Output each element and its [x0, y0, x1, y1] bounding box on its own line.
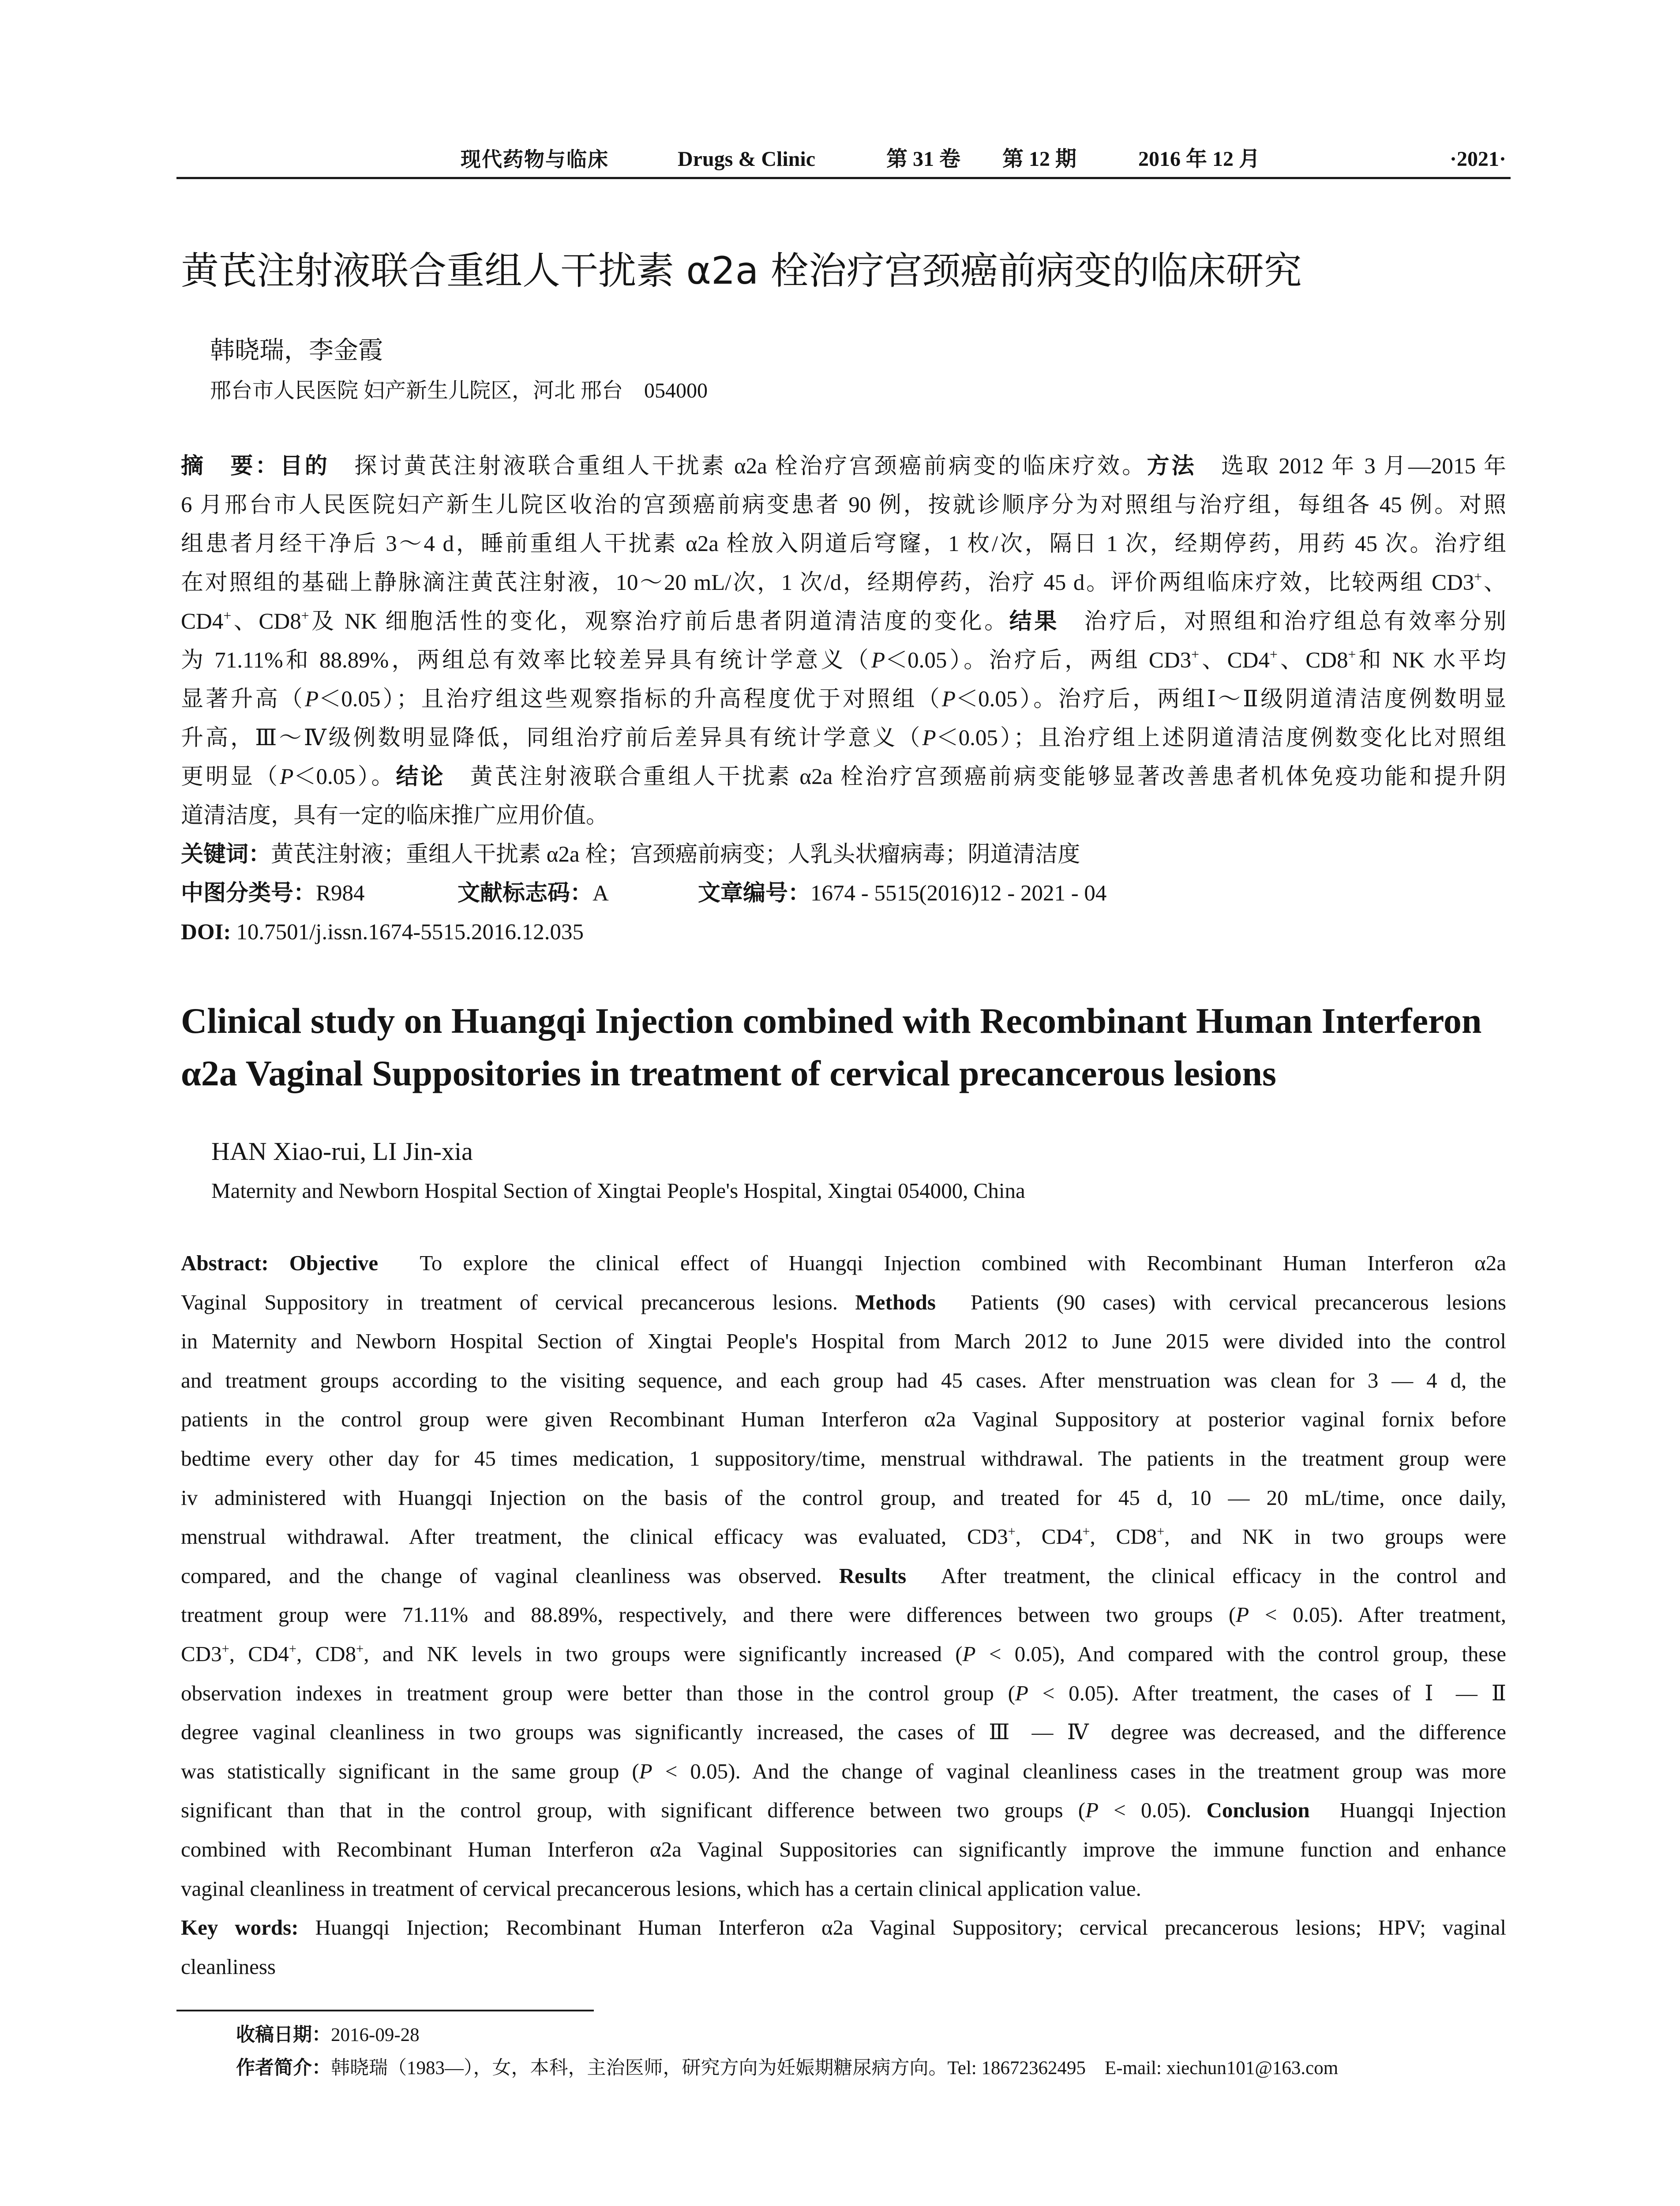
section-label: 目的	[280, 453, 330, 479]
superscript: +	[1157, 1523, 1165, 1539]
abstract-cn-line	[181, 641, 1506, 680]
text-run: 在对照组的基础上静脉滴注黄芪注射液，10～20 mL/次，1 次/d，经期停药，治疗 45 d。评价两组临床疗效，比较两组 CD3	[181, 570, 1474, 595]
footnotes	[236, 2018, 1498, 2085]
text-run: 和 NK 水平均	[1356, 648, 1507, 673]
superscript: +	[1348, 647, 1356, 663]
doi-label: DOI:	[181, 920, 231, 945]
footnote-received	[236, 2018, 1498, 2052]
text-run: and treatment groups according to the visiting sequence, and each group had 45 cases. After menstruation was clean for 3 — 4 d, the	[181, 1368, 1506, 1392]
abstract-en-line	[181, 1752, 1506, 1791]
text-run: 探讨黄芪注射液联合重组人干扰素 α2a 栓治疗宫颈癌前病变的临床疗效。	[330, 454, 1147, 479]
text-run: < 0.05).	[1099, 1798, 1207, 1823]
text-run: 选取 2012 年 3 月—2015 年	[1196, 454, 1506, 479]
section-label: 结论	[396, 764, 446, 790]
keywords-en	[181, 1908, 1506, 1986]
text-run: 治疗后，对照组和治疗组总有效率分别	[1059, 609, 1506, 634]
abstract-en-line	[181, 1830, 1506, 1869]
text-run: 显著升高（	[181, 687, 305, 712]
text-run: ＜0.05）；且治疗组上述阴道清洁度例数变化比对照组	[936, 726, 1506, 750]
italic-symbol: P	[871, 648, 885, 673]
superscript: +	[1474, 569, 1482, 585]
abstract-cn-line	[181, 758, 1506, 796]
received-date: 2016-09-28	[331, 2025, 420, 2045]
text-run: , and NK in two groups were	[1164, 1524, 1506, 1549]
classification-line	[181, 874, 1506, 913]
header-issue: 第 12 期	[1002, 147, 1077, 171]
header-page-number: ·2021·	[1449, 147, 1506, 171]
text-run: 为 71.11%和 88.89%，两组总有效率比较差异具有统计学意义（	[181, 648, 871, 673]
italic-symbol: P	[941, 687, 956, 712]
text-run: After treatment, the clinical efficacy in the control and	[906, 1563, 1506, 1588]
text-run: was statistically significant in the same group (	[181, 1759, 639, 1783]
abstract-en-line	[181, 1869, 1506, 1909]
superscript: +	[1269, 647, 1278, 663]
text-run: 、CD8	[231, 609, 301, 634]
abstract-cn-line	[181, 680, 1506, 719]
section-label: Abstract: Objective	[181, 1251, 379, 1275]
superscript: +	[1008, 1523, 1016, 1539]
abstract-en-line	[181, 1595, 1506, 1635]
text-run: observation indexes in treatment group were better than those in the control group (	[181, 1681, 1015, 1705]
superscript: +	[289, 1641, 296, 1656]
text-run: 、	[1482, 570, 1506, 595]
superscript: +	[1191, 647, 1200, 663]
article-number-label: 文章编号：	[698, 880, 811, 906]
abstract-en-line	[181, 1361, 1506, 1400]
text-run: in Maternity and Newborn Hospital Section of Xingtai People's Hospital from March 2012 to June 2015 were divided into the control	[181, 1329, 1506, 1354]
text-run: 黄芪注射液联合重组人干扰素 α2a 栓治疗宫颈癌前病变能够显著改善患者机体免疫功能和提升阴	[445, 765, 1506, 789]
keywords-en-line	[181, 1947, 1506, 1987]
abstract-en-line	[181, 1283, 1506, 1322]
abstract-en-line	[181, 1791, 1506, 1830]
italic-symbol: P	[1015, 1681, 1028, 1705]
italic-symbol: P	[639, 1759, 652, 1783]
text-run: treatment group were 71.11% and 88.89%, respectively, and there were differences between two groups (	[181, 1602, 1236, 1627]
document-code	[458, 874, 698, 913]
abstract-en-line	[181, 1400, 1506, 1439]
section-label: Conclusion	[1206, 1798, 1310, 1823]
superscript: +	[301, 608, 309, 624]
text-run: , CD4	[1015, 1524, 1083, 1549]
abstract-cn-line	[181, 447, 1506, 486]
header-volume: 第 31 卷	[886, 147, 961, 171]
abstract-en-line	[181, 1322, 1506, 1361]
text-run: < 0.05). And the change of vaginal cleanliness cases in the treatment group was more	[652, 1759, 1507, 1783]
italic-symbol: P	[962, 1641, 976, 1666]
abstract-en-line	[181, 1244, 1506, 1283]
abstract-cn-line	[181, 796, 1506, 835]
text-run: 、CD4	[1199, 648, 1270, 673]
text-run: < 0.05). After treatment, the cases of Ⅰ — Ⅱ	[1028, 1681, 1507, 1705]
author-list-en: HAN Xiao-rui, LI Jin-xia	[211, 1137, 473, 1166]
abstract-en-line	[181, 1674, 1506, 1713]
article-number-value: 1674 - 5515(2016)12 - 2021 - 04	[810, 881, 1107, 906]
abstract-cn-line	[181, 486, 1506, 525]
superscript: +	[221, 1641, 229, 1656]
abstract-cn-line	[181, 719, 1506, 758]
text-run: compared, and the change of vaginal cleanliness was observed.	[181, 1563, 839, 1588]
author-info: 韩晓瑞（1983—），女，本科，主治医师，研究方向为妊娠期糖尿病方向。Tel: 18672362495 E-mail: xiechun101@163.com	[331, 2058, 1339, 2078]
section-label: 结果	[1009, 608, 1059, 634]
text-run: 及 NK 细胞活性的变化，观察治疗前后患者阴道清洁度的变化。	[309, 609, 1009, 634]
italic-symbol: P	[305, 687, 319, 712]
section-label: Key words:	[181, 1915, 299, 1940]
abstract-en-line	[181, 1635, 1506, 1674]
text-run: 组患者月经干净后 3～4 d，睡前重组人干扰素 α2a 栓放入阴道后穹窿，1 枚/次，隔日 1 次，经期停药，用药 45 次。治疗组	[181, 532, 1507, 556]
abstract-cn-line	[181, 563, 1506, 602]
abstract-cn-line	[181, 602, 1506, 641]
abstract-en-line	[181, 1557, 1506, 1596]
keywords-label-cn: 关键词：	[181, 841, 271, 867]
section-label: 摘 要：	[181, 453, 280, 479]
italic-symbol: P	[280, 765, 294, 789]
text-run: ＜0.05）。治疗后，两组 CD3	[885, 648, 1192, 673]
text-run: , CD8	[1090, 1524, 1157, 1549]
text-run: ＜0.05）。	[293, 765, 396, 789]
footnote-author-info	[236, 2052, 1498, 2085]
text-run: cleanliness	[181, 1954, 276, 1979]
abstract-en-section	[181, 1244, 1506, 1986]
italic-symbol: P	[1236, 1602, 1249, 1627]
text-run: , CD8	[296, 1641, 356, 1666]
abstract-en-line	[181, 1517, 1506, 1557]
text-run: , and NK levels in two groups were significantly increased (	[364, 1641, 963, 1666]
abstract-cn	[181, 447, 1506, 835]
section-label: Results	[839, 1563, 907, 1588]
abstract-en-line	[181, 1713, 1506, 1752]
text-run: Huangqi Injection; Recombinant Human Interferon α2a Vaginal Suppository; cervical precancerous lesions; HPV; vaginal	[298, 1915, 1506, 1940]
text-run: < 0.05), And compared with the control group, these	[975, 1641, 1506, 1666]
text-run: To explore the clinical effect of Huangqi Injection combined with Recombinant Human Interferon α2a	[378, 1251, 1506, 1275]
text-run: Patients (90 cases) with cervical precancerous lesions	[935, 1290, 1506, 1314]
text-run: 道清洁度，具有一定的临床推广应用价值。	[181, 803, 609, 828]
affiliation-cn: 邢台市人民医院 妇产新生儿院区，河北 邢台 054000	[210, 379, 708, 402]
text-run: CD3	[181, 1641, 222, 1666]
text-run: 、CD8	[1277, 648, 1348, 673]
footnote-rule	[176, 2010, 594, 2011]
keywords-cn: 黄芪注射液；重组人干扰素 α2a 栓；宫颈癌前病变；人乳头状瘤病毒；阴道清洁度	[271, 842, 1080, 867]
abstract-cn-line	[181, 525, 1506, 563]
text-run: bedtime every other day for 45 times medication, 1 suppository/time, menstrual withdrawal. The patients in the treatment group were	[181, 1446, 1506, 1471]
document-code-label: 文献标志码：	[458, 880, 593, 906]
keywords-en-line	[181, 1908, 1506, 1947]
text-run: 升高，Ⅲ～Ⅳ级例数明显降低，同组治疗前后差异具有统计学意义（	[181, 726, 922, 750]
text-run: 6 月邢台市人民医院妇产新生儿院区收治的宫颈癌前病变患者 90 例，按就诊顺序分为对照组与治疗组，每组各 45 例。对照	[181, 493, 1506, 518]
article-title-cn: 黄芪注射液联合重组人干扰素 α2a 栓治疗宫颈癌前病变的临床研究	[181, 249, 1302, 293]
abstract-en-line	[181, 1439, 1506, 1478]
abstract-cn-section	[181, 447, 1506, 952]
header-date: 2016 年 12 月	[1138, 147, 1260, 171]
doi-value: 10.7501/j.issn.1674-5515.2016.12.035	[236, 920, 584, 945]
text-run: combined with Recombinant Human Interferon α2a Vaginal Suppositories can significantly improve the immune function and enhance	[181, 1837, 1506, 1861]
clc-number-label: 中图分类号：	[181, 880, 316, 906]
doi-line	[181, 913, 1506, 952]
text-run: patients in the control group were given Recombinant Human Interferon α2a Vaginal Suppository at posterior vaginal fornix before	[181, 1407, 1506, 1432]
italic-symbol: P	[1085, 1798, 1099, 1823]
author-list-cn: 韩晓瑞，李金霞	[210, 336, 383, 365]
text-run: , CD4	[229, 1641, 289, 1666]
text-run: iv administered with Huangqi Injection on the basis of the control group, and treated for 45 d, 10 — 20 mL/time, once daily,	[181, 1485, 1506, 1510]
author-info-label: 作者简介：	[236, 2057, 331, 2079]
affiliation-en: Maternity and Newborn Hospital Section of Xingtai People's Hospital, Xingtai 054000, China	[211, 1178, 1025, 1203]
text-run: significant than that in the control group, with significant difference between two groups (	[181, 1798, 1086, 1823]
text-run: ＜0.05）；且治疗组这些观察指标的升高程度优于对照组（	[319, 687, 942, 712]
header-journal-name-en: Drugs & Clinic	[678, 147, 815, 171]
article-title-en-line: Clinical study on Huangqi Injection combined with Recombinant Human Interferon	[181, 1001, 1482, 1041]
text-run: ＜0.05）。治疗后，两组Ⅰ～Ⅱ级阴道清洁度例数明显	[956, 687, 1506, 712]
section-label: 方法	[1147, 453, 1196, 479]
text-run: < 0.05). After treatment,	[1249, 1602, 1506, 1627]
clc-number-value: R984	[316, 881, 365, 906]
article-title-en-line: α2a Vaginal Suppositories in treatment of cervical precancerous lesions	[181, 1053, 1276, 1093]
italic-symbol: P	[922, 726, 936, 750]
header-journal-name-cn: 现代药物与临床	[461, 147, 609, 171]
text-run: Vaginal Suppository in treatment of cervical precancerous lesions.	[181, 1290, 855, 1314]
clc-number	[181, 874, 458, 913]
article-title-en	[181, 994, 1506, 1099]
keywords-cn-line	[181, 835, 1506, 874]
text-run: menstrual withdrawal. After treatment, the clinical efficacy was evaluated, CD3	[181, 1524, 1008, 1549]
superscript: +	[223, 608, 232, 624]
abstract-en	[181, 1244, 1506, 1908]
abstract-en-line	[181, 1478, 1506, 1518]
superscript: +	[356, 1641, 364, 1656]
text-run: CD4	[181, 609, 224, 634]
text-run: 更明显（	[181, 765, 280, 789]
superscript: +	[1082, 1523, 1090, 1539]
header-rule	[176, 177, 1511, 179]
text-run: degree vaginal cleanliness in two groups was significantly increased, the cases of Ⅲ — Ⅳ degree was decreased, and the difference	[181, 1720, 1506, 1745]
article-number	[698, 874, 1106, 913]
text-run: vaginal cleanliness in treatment of cervical precancerous lesions, which has a certain clinical application value.	[181, 1876, 1141, 1901]
section-label: Methods	[855, 1290, 936, 1314]
text-run: Huangqi Injection	[1309, 1798, 1507, 1823]
document-code-value: A	[592, 881, 609, 906]
received-date-label: 收稿日期：	[236, 2024, 331, 2046]
